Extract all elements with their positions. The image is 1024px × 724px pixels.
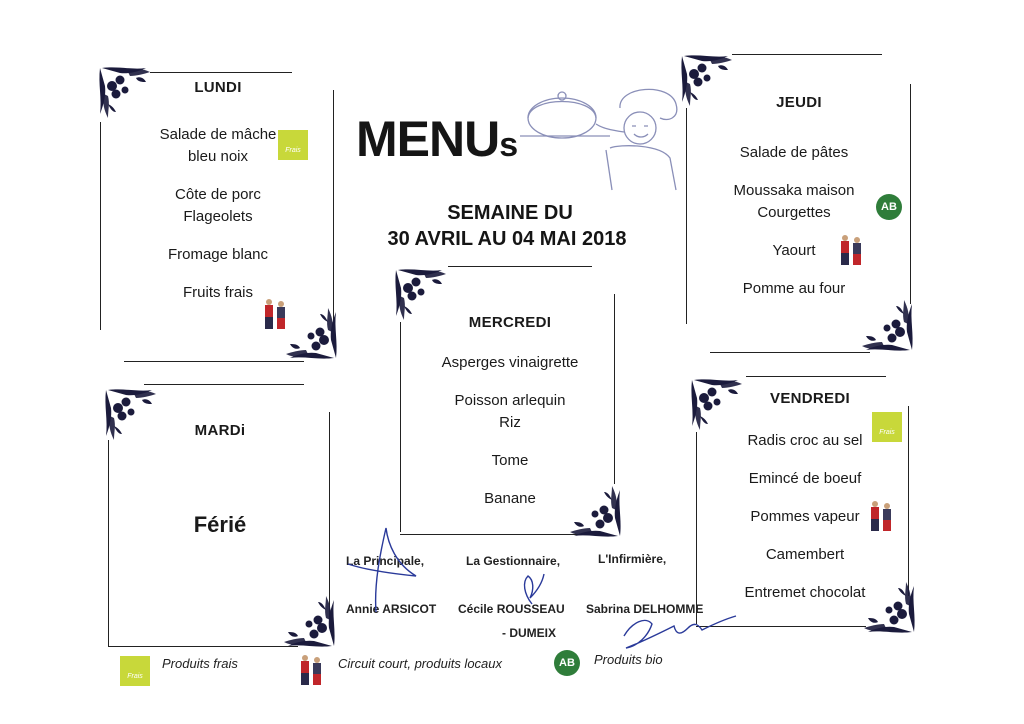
menu-item-line: Férié [193,512,247,537]
handwritten-signature-principale [346,524,426,614]
page-title-suffix: s [499,126,518,164]
menu-item-line: Emincé de boeuf [748,470,862,487]
signature-infirmiere-name: Sabrina DELHOMME [586,602,704,616]
frais-badge-label: Frais [285,147,301,154]
handwritten-signature-infirmiere [618,606,738,652]
menu-item-line: bleu noix [187,148,249,165]
menu-item-line: Moussaka maison [733,182,855,199]
menu-item [394,450,626,472]
menu-item [702,468,908,490]
week-heading-line2: 30 AVRIL AU 04 MAI 2018 [387,228,627,250]
menu-item [700,278,888,300]
day-title-lundi: LUNDI [194,79,242,96]
local-producers-icon [262,298,288,332]
menu-item-line: Asperges vinaigrette [441,354,579,371]
week-heading [330,200,690,252]
flourish-ornament-icon [274,588,336,650]
day-title-vendredi: VENDREDI [770,390,850,407]
day-title-mardi: MARDi [194,422,246,439]
legend-circuit-label: Circuit court, produits locaux [338,656,503,671]
day-title-jeudi: JEUDI [776,94,822,111]
signature-principale-name: Annie ARSICOT [346,602,437,616]
page-title-main: MENU [356,111,500,167]
legend-bio-label: Produits bio [594,652,663,667]
menu-item [394,390,626,434]
menu-item-line: Riz [499,414,521,431]
day-box-mercredi [394,264,626,540]
legend-bio-icon [554,650,580,676]
local-producers-icon [838,234,864,268]
menu-item [118,244,318,266]
menu-item [702,582,908,604]
menu-item-line: Flageolets [183,208,253,225]
local-producers-icon [868,500,894,534]
signature-gestionnaire-name: Cécile ROUSSEAU [458,602,565,616]
legend-frais-icon [120,656,150,686]
menu-item [702,544,908,566]
menu-item [700,180,888,224]
bio-badge-label: AB [881,201,897,213]
menu-item-line: Pomme au four [742,280,846,297]
menu-item-line: Tome [491,452,529,469]
menu-item-line: Poisson arlequin [454,392,566,409]
legend-local-producers-icon [298,654,324,688]
menu-item [104,514,336,536]
menu-item-line: Salade de mâche [159,126,277,143]
menu-item-line: Courgettes [757,204,831,221]
day-box-mardi [104,382,336,652]
frais-badge-label: Frais [879,429,895,436]
menu-item [394,352,626,374]
page-title [356,110,517,168]
signature-gestionnaire-role: La Gestionnaire, [466,554,561,568]
handwritten-signature-gestionnaire [514,572,550,606]
bio-badge-icon [876,194,902,220]
bio-badge-label: AB [559,657,575,669]
menu-item-line: Entremet chocolat [744,584,866,601]
day-box-vendredi [690,374,920,638]
frais-badge-icon [278,130,308,160]
menu-item [700,142,888,164]
signature-infirmiere-role: L'Infirmière, [598,552,667,566]
signature-gestionnaire-name-line2: - DUMEIX [502,626,556,640]
frais-badge-icon [872,412,902,442]
day-box-lundi [98,64,338,364]
menu-item-line: Fromage blanc [167,246,269,263]
menu-item-line: Fruits frais [182,284,253,301]
menu-item-line: Salade de pâtes [739,144,849,161]
menu-item-line: Côte de porc [175,186,261,203]
week-heading-line1: SEMAINE DU [447,202,573,224]
menu-item-line: Pommes vapeur [750,508,860,525]
menu-item [118,282,318,304]
signature-principale-role: La Principale, [346,554,425,568]
menu-item [118,184,318,228]
day-title-mercredi: MERCREDI [468,314,552,331]
menu-item-line: Radis croc au sel [747,432,863,449]
legend-frais-label: Produits frais [162,656,238,671]
menu-item [394,488,626,510]
chef-illustration-icon [500,78,690,193]
flourish-ornament-icon [690,376,752,438]
frais-badge-label: Frais [127,673,143,680]
menu-item-line: Banane [484,490,536,507]
menu-item-line: Yaourt [772,242,816,259]
menu-item-line: Camembert [765,546,845,563]
day-box-jeudi [680,52,918,358]
